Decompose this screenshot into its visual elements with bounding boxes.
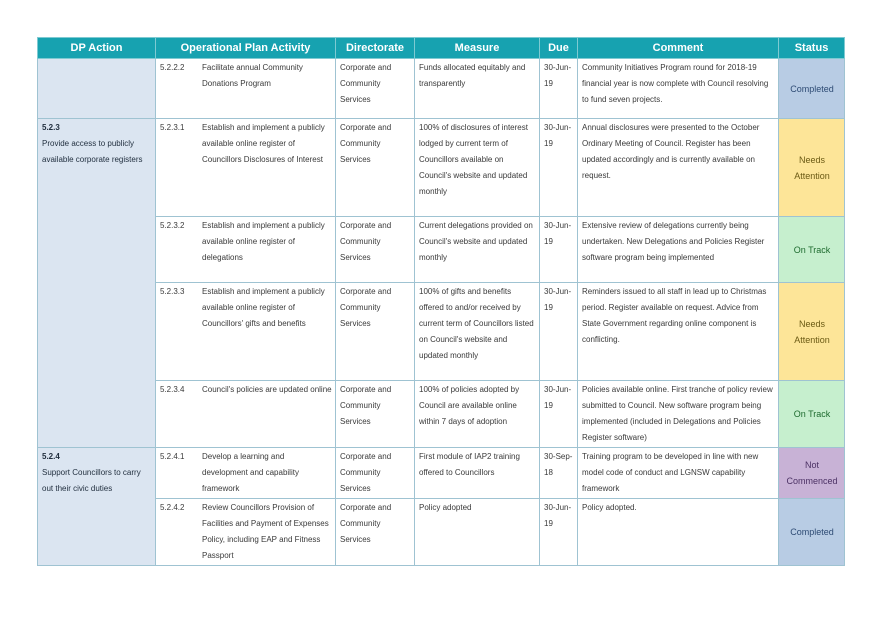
- comment-cell: Reminders issued to all staff in lead up to Christmas period. Register available on request. Advice from State Government regarding online component is conflicting.: [578, 283, 779, 381]
- dp-action-title: Support Councillors to carry out their civic duties: [42, 468, 141, 493]
- activity-cell: [156, 59, 336, 119]
- activity-cell: [156, 448, 336, 499]
- dp-action-cell: [38, 119, 156, 448]
- activity-text: Establish and implement a publicly available online register of Councillors' gifts and benefits: [202, 287, 325, 328]
- measure-cell: 100% of policies adopted by Council are available online within 7 days of adoption: [415, 381, 540, 448]
- measure-cell: Funds allocated equitably and transparently: [415, 59, 540, 119]
- directorate-cell: Corporate and Community Services: [336, 119, 415, 217]
- table-row: [38, 283, 845, 381]
- activity-cell: [156, 381, 336, 448]
- status-badge: On Track: [779, 217, 845, 283]
- table-row: [38, 59, 845, 119]
- comment-cell: Policies available online. First tranche of policy review submitted to Council. New software program being implemented (included in Delegations and Policies Register software): [578, 381, 779, 448]
- activity-number: 5.2.3.3: [160, 287, 185, 296]
- directorate-cell: Corporate and Community Services: [336, 381, 415, 448]
- status-badge: On Track: [779, 381, 845, 448]
- comment-cell: Policy adopted.: [578, 499, 779, 566]
- activity-cell: [156, 499, 336, 566]
- table-row: [38, 448, 845, 499]
- header-due: Due: [540, 38, 578, 59]
- activity-text: Review Councillors Provision of Facilities and Payment of Expenses Policy, including EAP and Fitness Passport: [202, 503, 329, 560]
- operational-plan-table: [37, 37, 845, 566]
- header-status: Status: [779, 38, 845, 59]
- comment-cell: Extensive review of delegations currently being undertaken. New Delegations and Policies Register software program being implemented: [578, 217, 779, 283]
- due-cell: 30-Jun-19: [540, 217, 578, 283]
- status-badge: Not Commenced: [779, 448, 845, 499]
- dp-action-code: 5.2.4: [42, 452, 60, 461]
- dp-action-code: 5.2.3: [42, 123, 60, 132]
- header-row: [38, 38, 845, 59]
- measure-cell: Policy adopted: [415, 499, 540, 566]
- dp-action-title: Provide access to publicly available corporate registers: [42, 139, 143, 164]
- due-cell: 30-Jun-19: [540, 381, 578, 448]
- header-directorate: Directorate: [336, 38, 415, 59]
- activity-text: Establish and implement a publicly available online register of Councillors Disclosures of Interest: [202, 123, 325, 164]
- due-cell: 30-Jun-19: [540, 59, 578, 119]
- activity-number: 5.2.3.4: [160, 385, 185, 394]
- activity-text: Council's policies are updated online: [202, 385, 332, 394]
- comment-cell: Training program to be developed in line with new model code of conduct and LGNSW capability framework: [578, 448, 779, 499]
- due-cell: 30-Jun-19: [540, 119, 578, 217]
- due-cell: 30-Jun-19: [540, 283, 578, 381]
- dp-action-cell: [38, 448, 156, 566]
- activity-number: 5.2.3.2: [160, 221, 185, 230]
- directorate-cell: Corporate and Community Services: [336, 217, 415, 283]
- measure-cell: 100% of disclosures of interest lodged by current term of Councillors available on Council's website and updated monthly: [415, 119, 540, 217]
- activity-number: 5.2.4.2: [160, 503, 185, 512]
- dp-action-cell: [38, 59, 156, 119]
- directorate-cell: Corporate and Community Services: [336, 59, 415, 119]
- activity-cell: [156, 217, 336, 283]
- measure-cell: First module of IAP2 training offered to Councillors: [415, 448, 540, 499]
- activity-number: 5.2.4.1: [160, 452, 185, 461]
- directorate-cell: Corporate and Community Services: [336, 283, 415, 381]
- activity-number: 5.2.2.2: [160, 63, 185, 72]
- table-row: [38, 381, 845, 448]
- header-dp-action: DP Action: [38, 38, 156, 59]
- activity-text: Facilitate annual Community Donations Program: [202, 63, 303, 88]
- activity-number: 5.2.3.1: [160, 123, 185, 132]
- measure-cell: Current delegations provided on Council's website and updated monthly: [415, 217, 540, 283]
- header-activity: Operational Plan Activity: [156, 38, 336, 59]
- measure-cell: 100% of gifts and benefits offered to and/or received by current term of Councillors listed on Council's website and updated monthly: [415, 283, 540, 381]
- activity-cell: [156, 119, 336, 217]
- activity-text: Develop a learning and development and capability framework: [202, 452, 299, 493]
- status-badge: Needs Attention: [779, 283, 845, 381]
- directorate-cell: Corporate and Community Services: [336, 499, 415, 566]
- status-badge: Completed: [779, 499, 845, 566]
- activity-cell: [156, 283, 336, 381]
- table-row: [38, 499, 845, 566]
- table-row: [38, 119, 845, 217]
- activity-text: Establish and implement a publicly available online register of delegations: [202, 221, 325, 262]
- status-badge: Completed: [779, 59, 845, 119]
- status-badge: Needs Attention: [779, 119, 845, 217]
- due-cell: 30-Jun-19: [540, 499, 578, 566]
- directorate-cell: Corporate and Community Services: [336, 448, 415, 499]
- table-row: [38, 217, 845, 283]
- header-comment: Comment: [578, 38, 779, 59]
- comment-cell: Annual disclosures were presented to the October Ordinary Meeting of Council. Register has been updated accordingly and is currently available on request.: [578, 119, 779, 217]
- header-measure: Measure: [415, 38, 540, 59]
- comment-cell: Community Initiatives Program round for 2018-19 financial year is now complete with Council resolving to fund seven projects.: [578, 59, 779, 119]
- due-cell: 30-Sep-18: [540, 448, 578, 499]
